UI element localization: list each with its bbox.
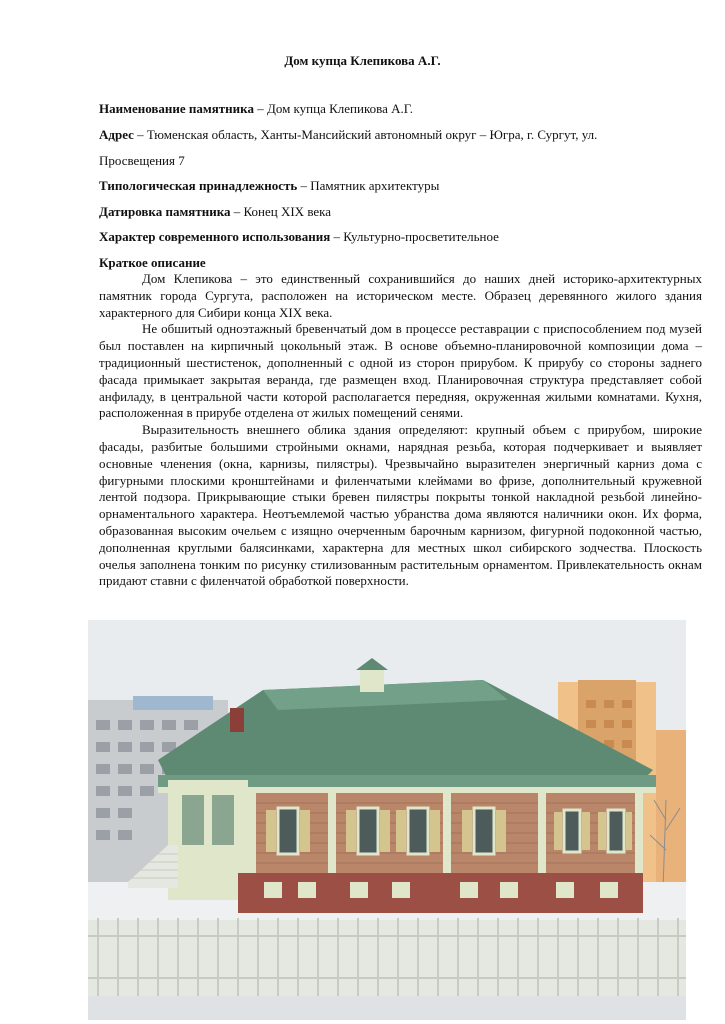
field-label: Наименование памятника bbox=[99, 101, 254, 116]
field-separator: – bbox=[230, 204, 244, 219]
field-value: Просвещения 7 bbox=[99, 153, 185, 168]
field-separator: – bbox=[253, 101, 267, 116]
description-paragraph: Дом Клепикова – это единственный сохранившийся до наших дней историко-архитектурных памятник города Сургута, расположен на историческом месте. Образец деревянного жилого здания характерного для Сибири конца XIX века. bbox=[99, 271, 702, 320]
description-section bbox=[99, 254, 702, 590]
description-heading: Краткое описание bbox=[99, 255, 206, 270]
field-separator: – bbox=[330, 229, 344, 244]
field-value: Конец XIX века bbox=[243, 204, 332, 219]
field-value: Памятник архитектуры bbox=[310, 178, 440, 193]
field-label: Типологическая принадлежность bbox=[99, 178, 298, 193]
field-name bbox=[99, 101, 413, 117]
field-label: Характер современного использования bbox=[99, 229, 331, 244]
description-paragraph: Выразительность внешнего облика здания определяют: крупный объем с прирубом, широкие фасады, разбитые большими стройными окнами, нарядная резьба, которая подчеркивает и выявляет основные членения (окна, карнизы, пилястры). Чрезвычайно выразителен энергичный карниз дома с фигурными плоскими кронштейнами и филенчатыми клеймами во фризе, дополнительный кружевной лентой подзора. Прикрывающие стыки бревен пилястры покрыты тонкой накладной резьбой линейно-орнаментального характера. Неотъемлемой частью убранства дома являются наличники окон. Их форма, образованная высоким очельем с изящно очерченным барочным карнизом, фигурной подоконной частью, дополненная круглыми балясинками, характерна для местных школ сибирского зодчества. Плоскость очелья заполнена тонким по рисунку стилизованным растительным орнаментом. Привлекательность окнам придают ставни с филенчатой обработкой поверхности. bbox=[99, 422, 702, 589]
field-dating bbox=[99, 204, 331, 220]
field-label: Датировка памятника bbox=[99, 204, 231, 219]
field-value: Тюменская область, Ханты-Мансийский автономный округ – Югра, г. Сургут, ул. bbox=[146, 127, 598, 142]
field-current-use bbox=[99, 229, 499, 245]
field-address-continued bbox=[99, 153, 185, 169]
field-value: Дом купца Клепикова А.Г. bbox=[266, 101, 414, 116]
field-value: Культурно-просветительное bbox=[343, 229, 499, 244]
field-label: Адрес bbox=[99, 127, 134, 142]
description-paragraph: Не обшитый одноэтажный бревенчатый дом в процессе реставрации с приспособлением под музей был поставлен на кирпичный цокольный этаж. В основе объемно-планировочной композиции дома – традиционный шестистенок, дополненный с одной из сторон прирубом. К прирубу со стороны заднего фасада примыкает закрытая веранда, где размещен вход. Планировочная структура представляет собой анфиладу, в центральной части которой располагается передняя, окруженная жилыми комнатами. Кухня, расположенная в прирубе отделена от жилых помещений сенями. bbox=[99, 321, 702, 421]
house-photo bbox=[88, 620, 686, 1020]
field-separator: – bbox=[133, 127, 147, 142]
house-photo-illustration bbox=[88, 620, 686, 1020]
document-title: Дом купца Клепикова А.Г. bbox=[284, 53, 441, 68]
field-address bbox=[99, 127, 597, 143]
field-separator: – bbox=[297, 178, 311, 193]
field-typology bbox=[99, 178, 439, 194]
